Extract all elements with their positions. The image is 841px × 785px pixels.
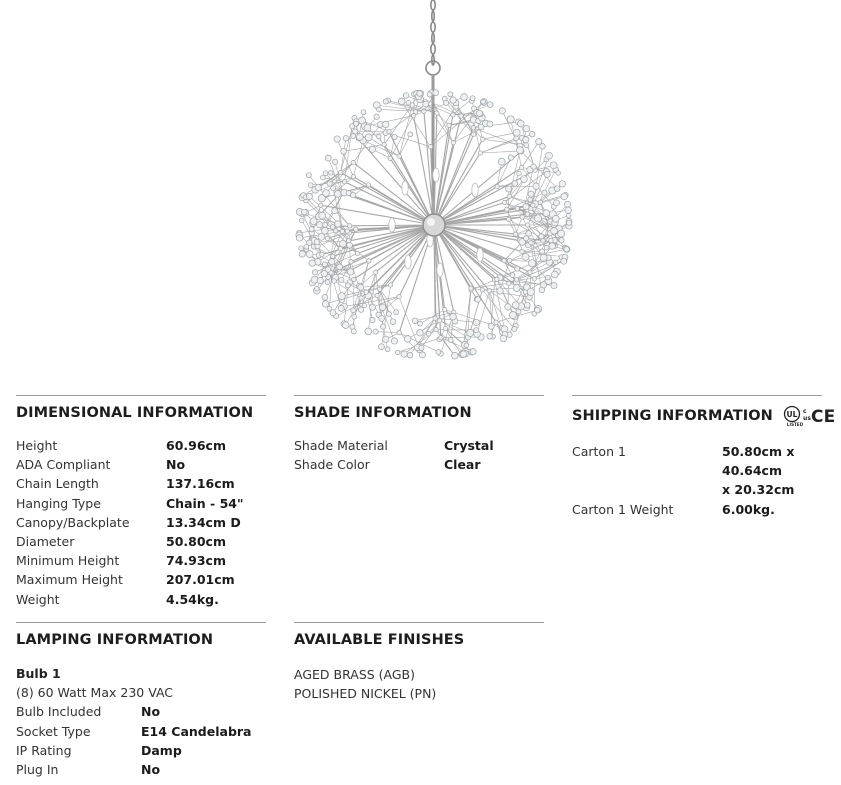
spec-value: No <box>166 457 186 473</box>
spec-label: Hanging Type <box>16 495 101 511</box>
shade-rows <box>294 436 544 474</box>
spec-value: No <box>141 704 161 720</box>
spec-label: Plug In <box>16 762 59 778</box>
spec-value-line: x 20.32cm <box>722 482 795 498</box>
spec-row <box>16 455 266 474</box>
spec-label: IP Rating <box>16 742 72 758</box>
svg-text:c: c <box>802 408 807 415</box>
spec-label: Shade Color <box>294 457 370 473</box>
spec-value: 4.54kg. <box>166 591 219 607</box>
svg-text:LISTED: LISTED <box>786 422 804 427</box>
bulb-description: (8) 60 Watt Max 230 VAC <box>16 685 174 701</box>
spec-row <box>294 436 544 455</box>
finish-item: AGED BRASS (AGB) <box>294 667 416 682</box>
spec-value: E14 Candelabra <box>141 723 252 739</box>
spec-row <box>16 570 266 589</box>
spec-label: Canopy/Backplate <box>16 514 130 530</box>
spec-label: Diameter <box>16 534 75 550</box>
finishes-section <box>294 622 544 703</box>
spec-row <box>16 722 266 741</box>
section-divider <box>572 395 822 396</box>
spec-label: Chain Length <box>16 476 99 492</box>
spec-label: ADA Compliant <box>16 457 111 473</box>
shipping-rows <box>572 442 826 519</box>
shipping-title: SHIPPING INFORMATION <box>572 408 773 424</box>
svg-text:us: us <box>802 415 811 422</box>
finishes-list <box>294 665 544 703</box>
shade-title: SHADE INFORMATION <box>294 405 472 421</box>
ul-listed-icon <box>781 405 811 427</box>
spec-value-line: 50.80cm x 40.64cm <box>722 444 795 479</box>
spec-label: Carton 1 <box>572 444 626 459</box>
spec-label: Shade Material <box>294 438 388 453</box>
spec-value: 50.80cm <box>166 534 226 550</box>
lamping-rows <box>16 702 266 779</box>
spec-row <box>16 551 266 570</box>
svg-text:UL: UL <box>786 410 798 419</box>
spec-label: Height <box>16 438 58 453</box>
bulb-title: Bulb 1 <box>16 666 61 681</box>
spec-value: 137.16cm <box>166 476 235 492</box>
spec-value: Crystal <box>444 438 494 453</box>
spec-value: 6.00kg. <box>722 501 775 517</box>
dimensional-rows <box>16 436 266 609</box>
finish-item: POLISHED NICKEL (PN) <box>294 686 437 702</box>
spec-row <box>16 513 266 532</box>
spec-value: 207.01cm <box>166 572 235 588</box>
spec-label: Maximum Height <box>16 572 123 588</box>
spec-label: Minimum Height <box>16 553 120 569</box>
spec-value: Clear <box>444 457 481 473</box>
spec-value: Chain - 54" <box>166 495 244 511</box>
spec-row <box>16 494 266 513</box>
section-divider <box>294 622 544 623</box>
spec-row <box>572 442 826 500</box>
svg-text:CE: CE <box>810 407 836 427</box>
dimensional-section <box>16 395 266 609</box>
spec-row <box>572 500 826 519</box>
shipping-title-row <box>572 405 836 427</box>
spec-row <box>16 436 266 455</box>
lamping-title: LAMPING INFORMATION <box>16 632 214 648</box>
spec-row <box>16 741 266 760</box>
section-divider <box>294 395 544 396</box>
spec-row <box>294 455 544 474</box>
spec-value: No <box>141 762 161 778</box>
chandelier-product-image <box>290 0 590 372</box>
spec-row <box>16 532 266 551</box>
spec-row <box>16 474 266 493</box>
spec-label: Weight <box>16 591 60 607</box>
ce-mark-icon <box>811 406 837 426</box>
section-divider <box>16 622 266 623</box>
section-divider <box>16 395 266 396</box>
spec-value: 13.34cm D <box>166 514 241 530</box>
certification-icons <box>781 405 837 427</box>
spec-value: 74.93cm <box>166 553 226 569</box>
shipping-section <box>572 395 836 519</box>
spec-label: Carton 1 Weight <box>572 501 674 517</box>
shade-section <box>294 395 544 474</box>
lamping-section <box>16 622 266 779</box>
spec-value: 60.96cm <box>166 438 226 453</box>
spec-value: Damp <box>141 742 182 758</box>
spec-label: Bulb Included <box>16 704 102 720</box>
finishes-title: AVAILABLE FINISHES <box>294 632 465 648</box>
spec-row <box>16 702 266 721</box>
spec-label: Socket Type <box>16 723 91 739</box>
spec-row <box>16 590 266 609</box>
dimensional-title: DIMENSIONAL INFORMATION <box>16 405 254 421</box>
center-hub <box>423 214 445 236</box>
spec-value <box>722 442 826 500</box>
spec-row <box>16 760 266 779</box>
